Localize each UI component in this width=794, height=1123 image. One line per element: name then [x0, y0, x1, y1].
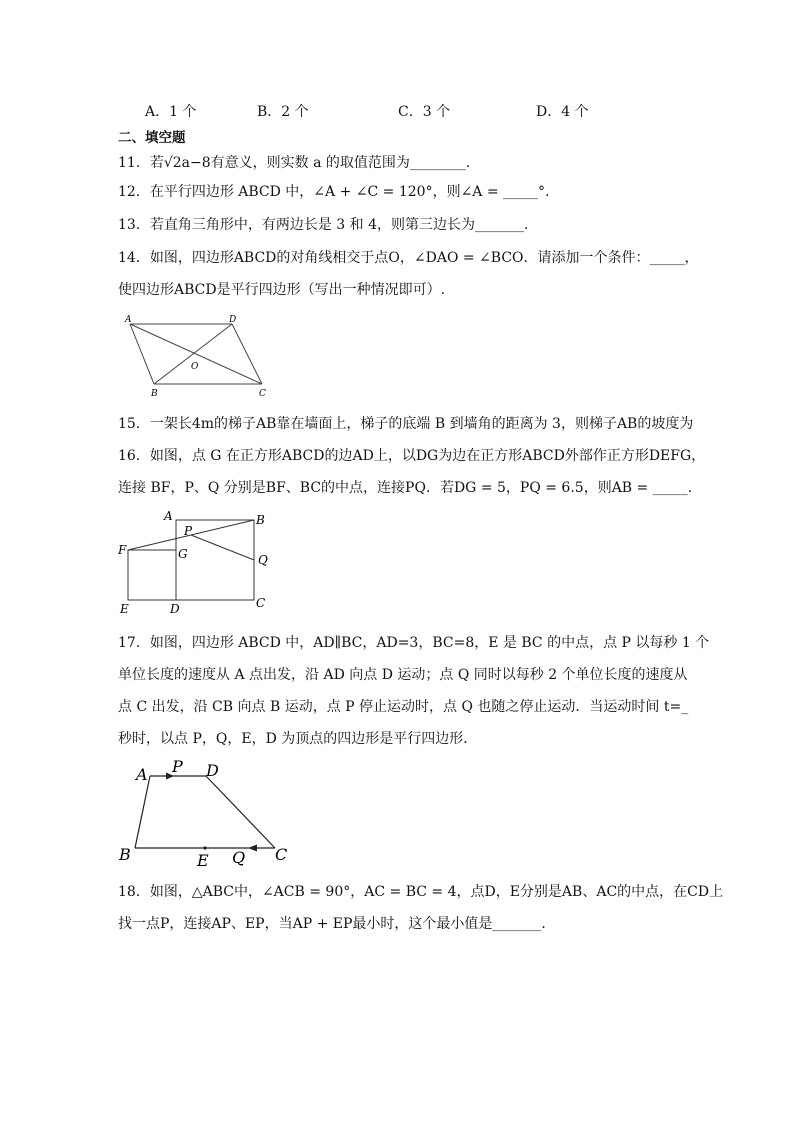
question-17-line-1: 17．如图，四边形 ABCD 中，AD∥BC，AD=3，BC=8，E 是 BC 的中点，点 P 以每秒 1 个: [118, 635, 710, 651]
question-16-line-1: 16．如图，点 G 在正方形ABCD的边AD上，以DG为边在正方形ABCD外部作正方形DEFG，: [118, 448, 706, 464]
arrow-left-icon: [248, 845, 257, 852]
fig16-label-q: Q: [258, 553, 268, 567]
question-18-line-2: 找一点P，连接AP、EP，当AP + EP最小时，这个最小值是_______．: [118, 916, 556, 932]
option-b: B．2 个: [257, 104, 309, 120]
question-13: 13．若直角三角形中，有两边长是 3 和 4，则第三边长为_______．: [118, 217, 538, 233]
fig16-label-f: F: [118, 543, 127, 557]
question-18-line-1: 18．如图，△ABC中，∠ACB = 90°，AC = BC = 4，点D，E分别是AB、AC的中点，在CD上: [118, 884, 724, 900]
fig16-label-a: A: [164, 509, 173, 523]
fig17-label-p: P: [172, 757, 183, 776]
fig14-label-c: C: [259, 389, 266, 399]
question-17-line-2: 单位长度的速度从 A 点出发，沿 AD 向点 D 运动；点 Q 同时以每秒 2 个单位长度的速度从: [118, 667, 688, 683]
question-17-line-3: 点 C 出发，沿 CB 向点 B 运动，点 P 停止运动时，点 Q 也随之停止运动．当运动时间 t=_: [118, 699, 689, 715]
question-15: 15．一架长4m的梯子AB靠在墙面上，梯子的底端 B 到墙角的距离为 3，则梯子AB的坡度为: [118, 416, 694, 432]
question-14-line-1: 14．如图，四边形ABCD的对角线相交于点O，∠DAO = ∠BCO．请添加一个条件：_____，: [118, 250, 699, 266]
option-a: A．1 个: [145, 104, 197, 120]
fig17-label-q: Q: [232, 848, 246, 867]
option-d: D．4 个: [536, 104, 589, 120]
fig16-label-g: G: [178, 547, 188, 561]
figure-q14-quadrilateral: [120, 312, 280, 402]
fig17-label-d: D: [206, 761, 219, 780]
fig14-label-d: D: [229, 315, 237, 325]
fig14-label-a: A: [125, 315, 132, 325]
fig17-label-a: A: [136, 765, 148, 784]
question-12: 12．在平行四边形 ABCD 中，∠A + ∠C = 120°，则∠A = _____°.: [118, 184, 550, 200]
fig17-label-e: E: [197, 851, 209, 868]
option-c: C．3 个: [398, 104, 451, 120]
question-14-line-2: 使四边形ABCD是平行四边形（写出一种情况即可）.: [118, 282, 446, 298]
section-title: 二、填空题: [118, 130, 186, 146]
fig17-label-b: B: [119, 845, 131, 864]
fig16-label-p: P: [184, 524, 193, 538]
fig16-label-d: D: [170, 602, 180, 616]
fig16-label-e: E: [120, 602, 129, 616]
fig14-label-o: O: [191, 362, 199, 372]
fig17-label-c: C: [275, 845, 288, 864]
question-16-line-2: 连接 BF，P、Q 分别是BF、BC的中点，连接PQ．若DG = 5，PQ = 6.5，则AB = _____．: [118, 480, 702, 496]
fig14-label-b: B: [151, 389, 158, 399]
fig16-label-c: C: [256, 596, 266, 610]
figure-q17-trapezoid: [112, 756, 302, 868]
question-11: 11．若√2a−8有意义，则实数 a 的取值范围为________.: [118, 155, 471, 171]
question-17-line-4: 秒时，以点 P，Q，E，D 为顶点的四边形是平行四边形．: [118, 731, 478, 747]
fig16-label-b: B: [256, 513, 265, 527]
figure-q16-squares: [112, 506, 282, 618]
